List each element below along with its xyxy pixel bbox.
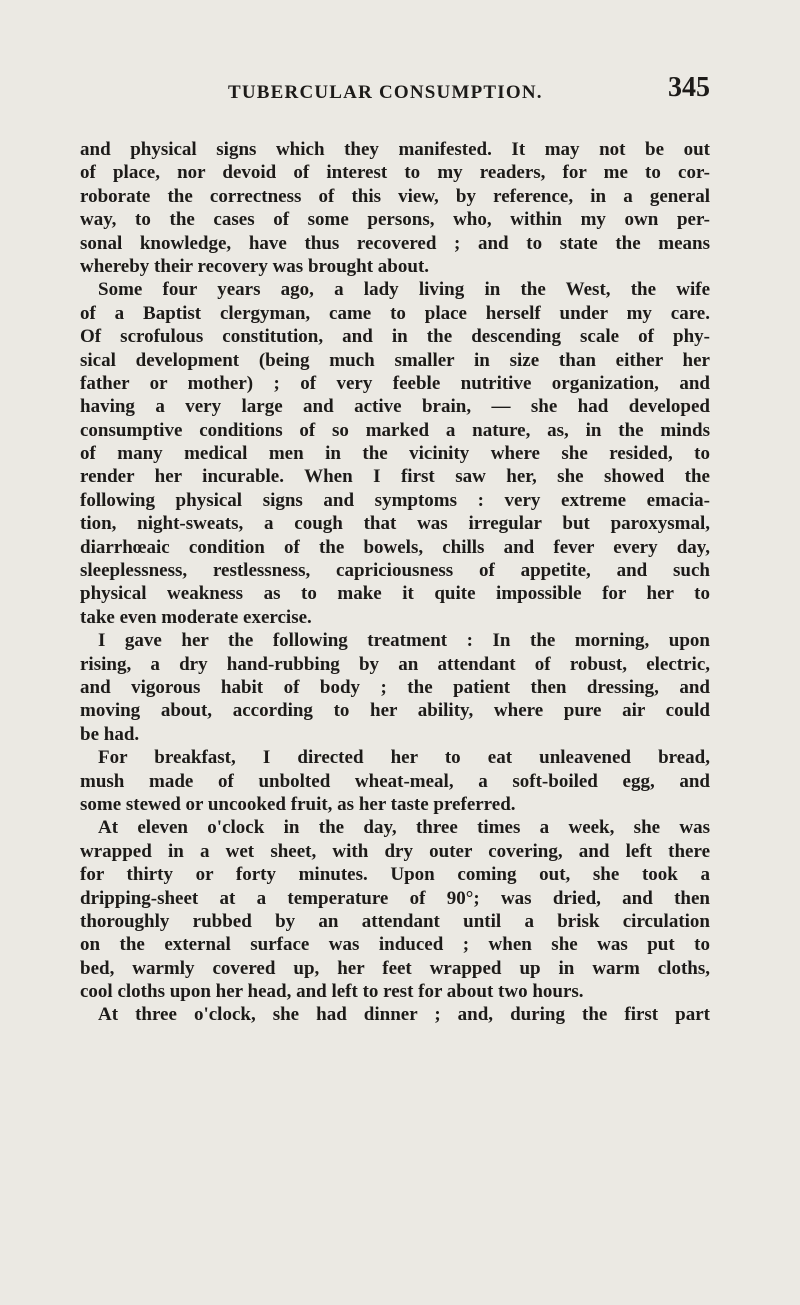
text-line: father or mother) ; of very feeble nutritive organization, and [80, 372, 710, 394]
text-line: bed, warmly covered up, her feet wrapped up in warm cloths, [80, 957, 710, 979]
text-line: whereby their recovery was brought about. [80, 255, 430, 277]
text-line: thoroughly rubbed by an attendant until a brisk circulation [80, 910, 710, 932]
text-line: and physical signs which they manifested. It may not be out [80, 139, 710, 160]
text-line: take even moderate exercise. [80, 606, 312, 628]
text-line: roborate the correctness of this view, by reference, in a general [80, 185, 710, 207]
text-line: consumptive conditions of so marked a nature, as, in the minds [80, 419, 710, 441]
text-line: At eleven o'clock in the day, three times a week, she was [98, 817, 710, 839]
text-line: having a very large and active brain, — she had developed [80, 396, 710, 418]
running-head [80, 72, 710, 110]
text-line: way, to the cases of some persons, who, within my own per- [80, 209, 710, 231]
text-line: For breakfast, I directed her to eat unleavened bread, [98, 747, 710, 769]
text-line: and vigorous habit of body ; the patient then dressing, and [80, 676, 710, 698]
text-line: Of scrofulous constitution, and in the descending scale of phy- [80, 326, 710, 348]
body-text [80, 138, 710, 1027]
text-line: sonal knowledge, have thus recovered ; and to state the means [80, 232, 710, 254]
text-line: for thirty or forty minutes. Upon coming out, she took a [80, 864, 710, 886]
text-line: rising, a dry hand-rubbing by an attendant of robust, electric, [80, 653, 710, 675]
text-line: render her incurable. When I first saw her, she showed the [80, 466, 710, 488]
text-line: physical weakness as to make it quite impossible for her to [80, 583, 710, 605]
text-line: Some four years ago, a lady living in the West, the wife [98, 279, 710, 301]
text-line: I gave her the following treatment : In the morning, upon [98, 630, 710, 652]
text-line: cool cloths upon her head, and left to rest for about two hours. [80, 981, 584, 1003]
text-line: wrapped in a wet sheet, with dry outer covering, and left there [80, 840, 710, 862]
text-line: following physical signs and symptoms : very extreme emacia- [80, 489, 710, 511]
text-line: moving about, according to her ability, where pure air could [80, 700, 710, 722]
text-line: mush made of unbolted wheat-meal, a soft-boiled egg, and [80, 770, 710, 792]
running-title: TUBERCULAR CONSUMPTION. [228, 82, 543, 103]
page-number: 345 [668, 72, 710, 103]
text-line: dripping-sheet at a temperature of 90°; was dried, and then [80, 887, 710, 909]
text-line: some stewed or uncooked fruit, as her taste preferred. [80, 793, 516, 815]
text-line: tion, night-sweats, a cough that was irregular but paroxysmal, [80, 513, 710, 535]
text-line: At three o'clock, she had dinner ; and, during the first part [98, 1004, 710, 1026]
text-line: of place, nor devoid of interest to my readers, for me to cor- [80, 162, 710, 184]
text-line: of many medical men in the vicinity where she resided, to [80, 443, 710, 465]
text-line: sical development (being much smaller in size than either her [80, 349, 710, 371]
text-line: diarrhœaic condition of the bowels, chills and fever every day, [80, 536, 710, 558]
text-line: sleeplessness, restlessness, capriciousness of appetite, and such [80, 560, 710, 582]
text-line: of a Baptist clergyman, came to place herself under my care. [80, 302, 710, 324]
text-line: be had. [80, 723, 140, 745]
text-line: on the external surface was induced ; when she was put to [80, 934, 710, 956]
